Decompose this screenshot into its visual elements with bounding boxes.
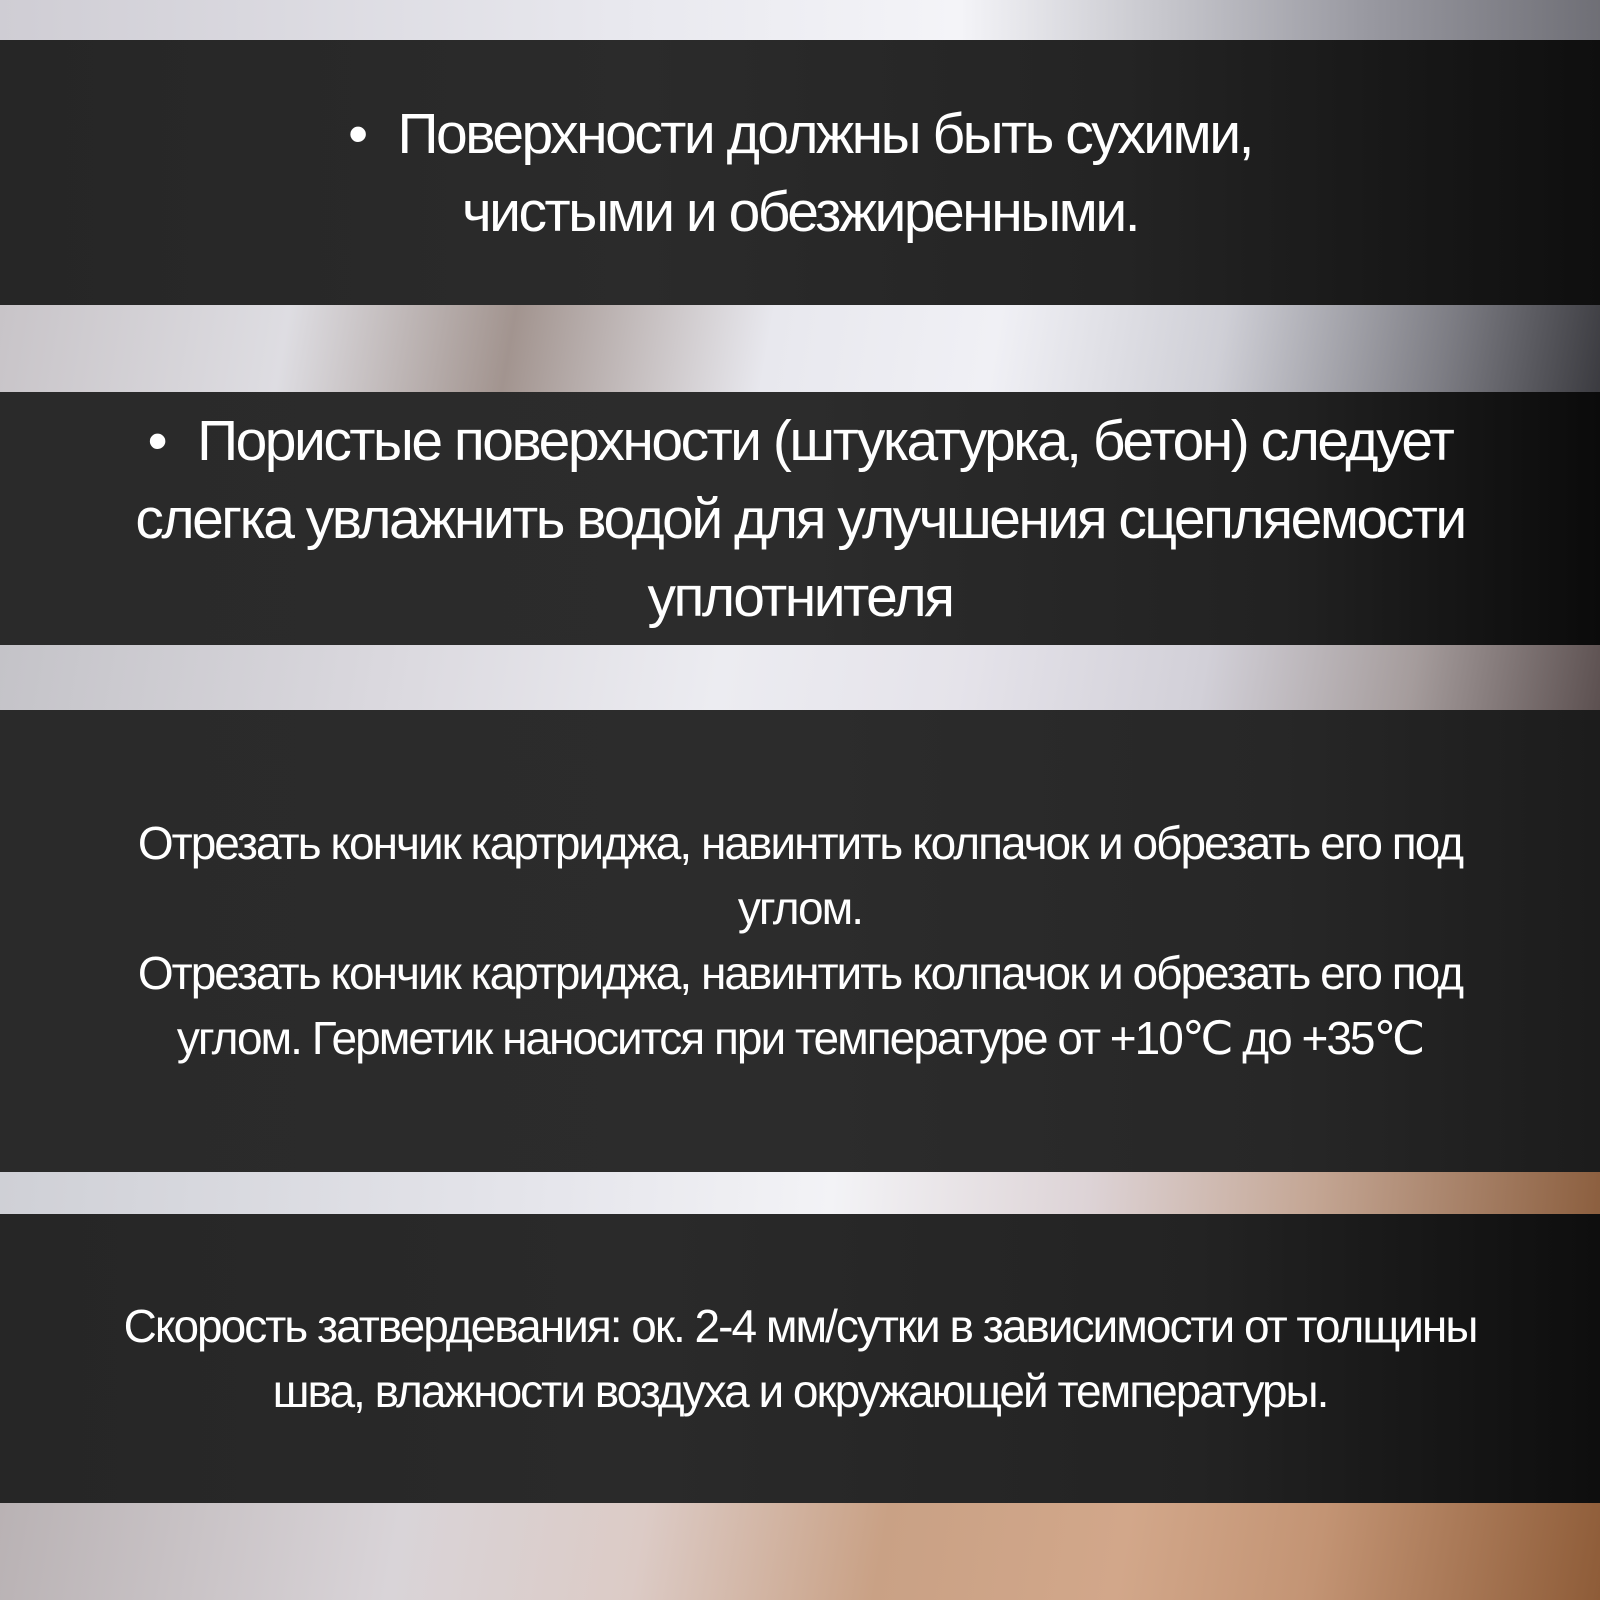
cartridge-line-4: углом. Герметик наносится при температуре от +10℃ до +35℃ (176, 1012, 1424, 1064)
porous-surface-line-3: уплотнителя (647, 564, 953, 629)
cartridge-line-3: Отрезать кончик картриджа, навинтить колпачок и обрезать его под (137, 947, 1463, 999)
curing-speed-line-2: шва, влажности воздуха и окружающей температуры. (272, 1364, 1328, 1417)
bullet-icon: • (348, 101, 366, 166)
curing-speed-line-1: Скорость затвердевания: ок. 2-4 мм/сутки в зависимости от толщины (123, 1299, 1477, 1352)
surface-dry-line-2: чистыми и обезжиренными. (461, 179, 1139, 244)
surface-dry-text (348, 95, 1252, 251)
porous-surface-line-2: слегка увлажнить водой для улучшения сцепляемости (135, 486, 1465, 551)
cartridge-instructions-text (138, 811, 1462, 1071)
porous-surface-panel (0, 392, 1600, 645)
porous-surface-line-1: • Пористые поверхности (штукатурка, бетон) следует (135, 402, 1464, 480)
bullet-icon: • (147, 408, 166, 473)
curing-speed-text (124, 1294, 1477, 1424)
surface-dry-line-1: • Поверхности должны быть сухими, (348, 95, 1252, 173)
porous-surface-text (135, 402, 1464, 636)
cartridge-instructions-panel (0, 710, 1600, 1172)
background-stripe-bottom (0, 1503, 1600, 1600)
background-stripe-3 (0, 645, 1600, 710)
surface-dry-panel (0, 40, 1600, 305)
cartridge-line-2: углом. (737, 882, 863, 934)
background-stripe-4 (0, 1172, 1600, 1214)
curing-speed-panel (0, 1214, 1600, 1503)
background-stripe-2 (0, 305, 1600, 392)
background-stripe-top (0, 0, 1600, 40)
cartridge-line-1: Отрезать кончик картриджа, навинтить колпачок и обрезать его под (137, 817, 1463, 869)
